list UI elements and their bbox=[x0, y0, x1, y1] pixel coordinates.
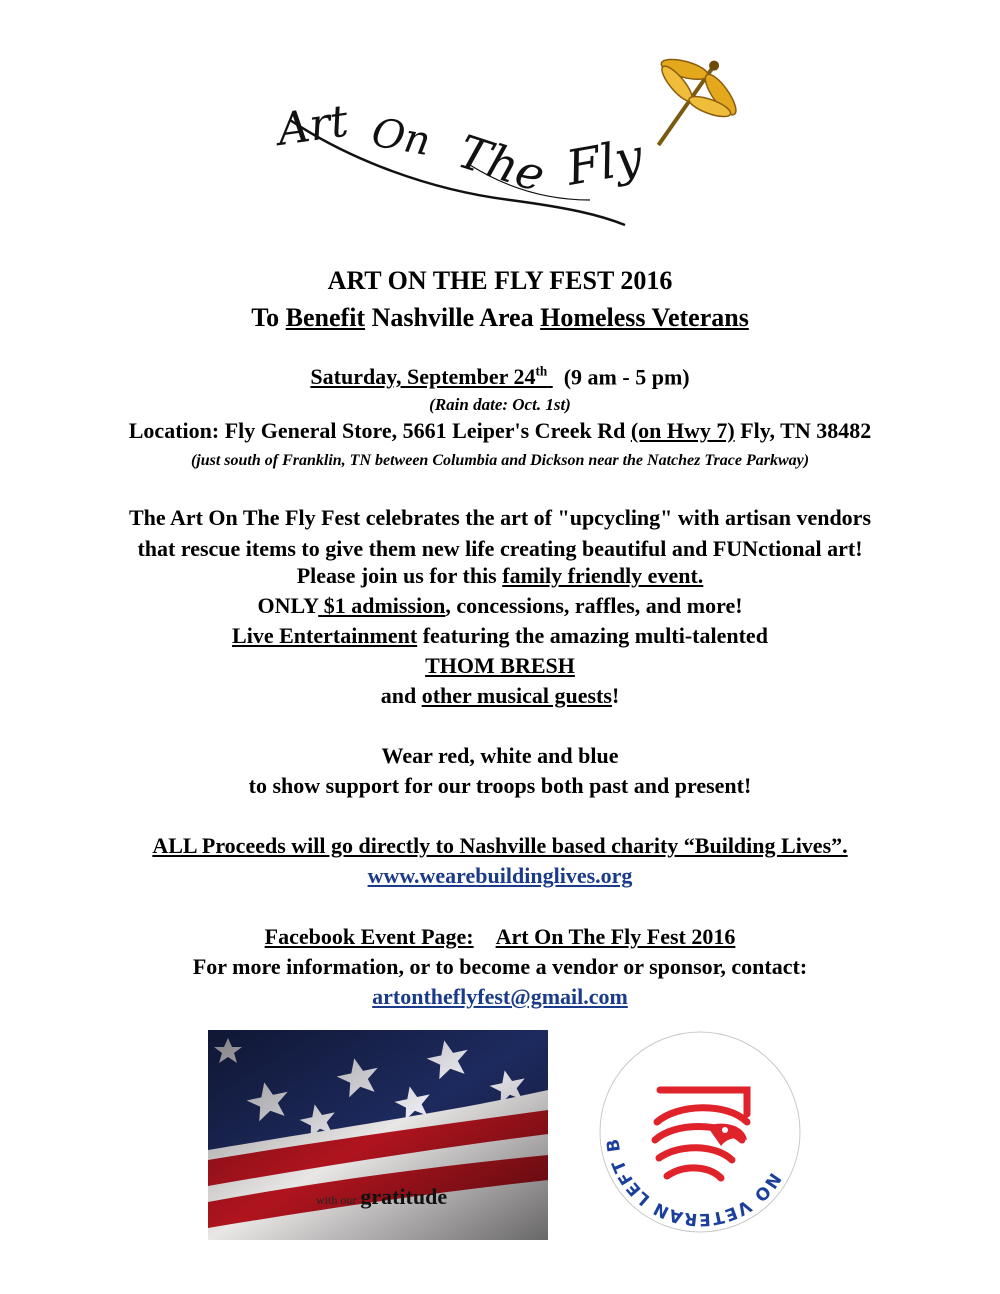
svg-text:On: On bbox=[368, 109, 434, 166]
flag-gratitude-image bbox=[208, 1030, 548, 1240]
contact-email-link[interactable]: artontheflyfest@gmail.com bbox=[372, 984, 628, 1009]
subtitle-pre: To bbox=[251, 303, 286, 332]
description-line-1: The Art On The Fly Fest celebrates the art of "upcycling" with artisan vendors bbox=[128, 505, 872, 530]
svg-text:The: The bbox=[451, 124, 552, 203]
veteran-seal bbox=[597, 1022, 803, 1242]
logo-graphic bbox=[270, 50, 750, 235]
proceeds-link-row bbox=[0, 863, 1000, 889]
performer-name: THOM BRESH bbox=[425, 653, 575, 678]
admission: $1 admission bbox=[318, 593, 446, 618]
live-entertainment: Live Entertainment bbox=[232, 623, 418, 648]
proceeds-text: ALL Proceeds will go directly to Nashville based charity “Building Lives”. bbox=[152, 833, 848, 858]
support-line-1: Wear red, white and blue bbox=[381, 743, 619, 768]
email-row bbox=[0, 984, 1000, 1010]
caption-small: with our bbox=[316, 1193, 357, 1207]
seal-graphic bbox=[597, 1022, 803, 1242]
highway-note: (on Hwy 7) bbox=[630, 418, 735, 443]
caption-big: gratitude bbox=[360, 1184, 448, 1209]
svg-text:Art: Art bbox=[274, 95, 352, 156]
other-guests: other musical guests bbox=[421, 683, 612, 708]
event-date: Saturday, September 24th bbox=[310, 364, 548, 390]
charity-website-link[interactable]: www.wearebuildinglives.org bbox=[367, 863, 633, 888]
facebook-line bbox=[0, 924, 1000, 950]
description-line-7: and other musical guests! bbox=[380, 683, 620, 708]
event-title: ART ON THE FLY FEST 2016 bbox=[327, 266, 673, 295]
directions: (just south of Franklin, TN between Columbia and Dickson near the Natchez Trace Parkway) bbox=[190, 452, 810, 469]
event-subtitle bbox=[0, 303, 1000, 333]
svg-text:Fly: Fly bbox=[562, 128, 647, 197]
event-date-line bbox=[0, 364, 1000, 390]
subtitle-benefit: Benefit bbox=[285, 303, 366, 332]
event-time: (9 am - 5 pm) bbox=[563, 364, 690, 390]
facebook-label: Facebook Event Page: bbox=[264, 924, 474, 949]
seal-text: NO VETERAN LEFT B bbox=[603, 1136, 785, 1230]
event-location: Location: Fly General Store, 5661 Leiper's Creek Rd (on Hwy 7) Fly, TN 38482 bbox=[128, 418, 872, 443]
subtitle-veterans: Homeless Veterans bbox=[540, 303, 749, 332]
subtitle-mid: Nashville Area bbox=[365, 303, 541, 332]
flag-caption bbox=[316, 1184, 447, 1210]
family-event: family friendly event. bbox=[502, 563, 704, 588]
more-info: For more information, or to become a vendor or sponsor, contact: bbox=[192, 954, 808, 979]
art-on-the-fly-logo bbox=[270, 50, 750, 235]
description-line-4: ONLY $1 admission, concessions, raffles, and more! bbox=[257, 593, 743, 618]
rain-date: (Rain date: Oct. 1st) bbox=[429, 395, 571, 414]
description-line-2: that rescue items to give them new life creating beautiful and FUNctional art! bbox=[137, 536, 863, 561]
description-line-5: Live Entertainment featuring the amazing multi-talented bbox=[232, 623, 768, 648]
facebook-event-name[interactable]: Art On The Fly Fest 2016 bbox=[495, 924, 736, 949]
description-line-3: Please join us for this family friendly event. bbox=[296, 563, 704, 588]
support-line-2: to show support for our troops both past and present! bbox=[248, 773, 752, 798]
